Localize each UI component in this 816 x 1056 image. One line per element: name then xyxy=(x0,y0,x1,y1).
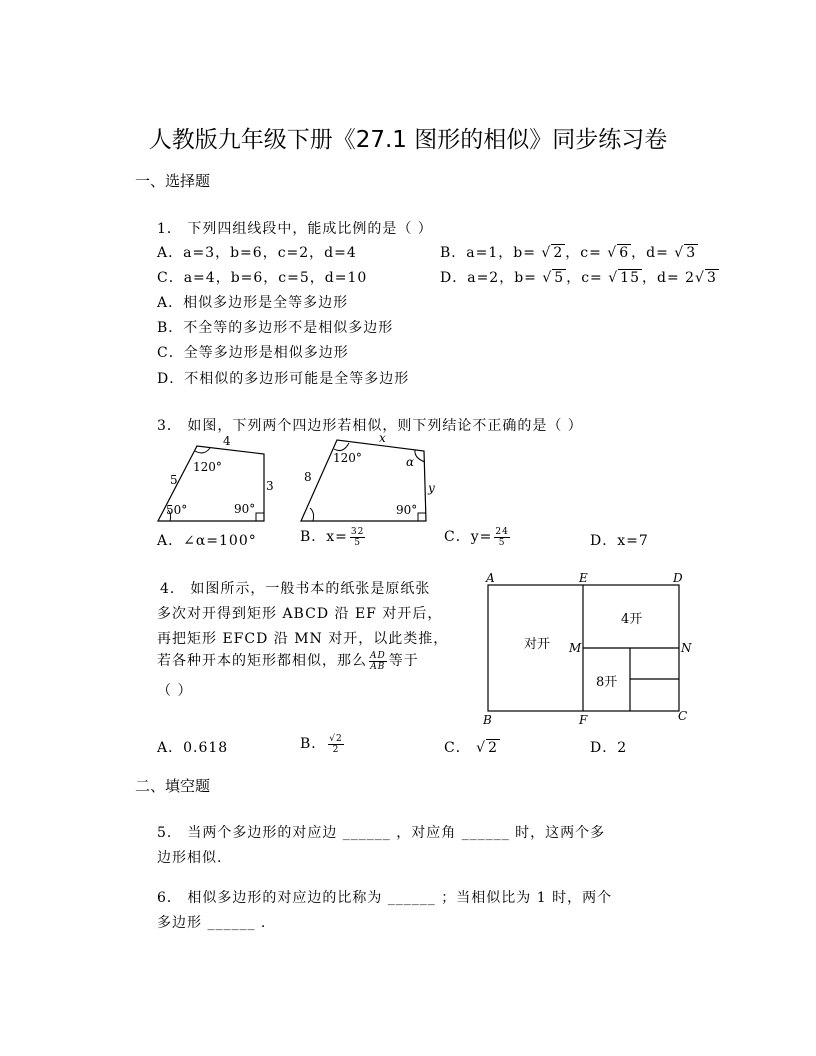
label-e: E xyxy=(579,571,588,585)
fig2-label-right: y xyxy=(428,481,435,495)
fig1-label-top: 4 xyxy=(223,434,231,448)
q1-stem: 1． 下列四组线段中，能成比例的是（ ） xyxy=(157,221,433,237)
q1-option-c: C．a=4，b=6，c=5，d=10 xyxy=(157,270,368,286)
q2-option-d: D．不相似的多边形可能是全等多边形 xyxy=(157,371,410,387)
q1-option-d: D．a=2，b= √ 5 ，c= √ 15 ，d= 2√ 3 xyxy=(440,270,717,286)
q3-stem: 3． 如图，下列两个四边形若相似，则下列结论不正确的是（ ） xyxy=(157,418,583,434)
label-d: D xyxy=(673,571,683,585)
q4-line-2: 多次对开得到矩形 ABCD 沿 EF 对开后， xyxy=(157,606,443,622)
q6-line-1: 6． 相似多边形的对应边的比称为 ______ ；当相似比为 1 时，两个 xyxy=(157,890,613,906)
section-heading-choice: 一、选择题 xyxy=(135,172,211,190)
label-a: A xyxy=(486,571,495,585)
q1-option-a: A．a=3，b=6，c=2，d=4 xyxy=(157,245,357,261)
fig2-label-top: x xyxy=(379,432,386,445)
q3-option-a: A．∠α=100° xyxy=(157,533,257,549)
q3-option-d: D．x=7 xyxy=(590,533,649,549)
label-n: N xyxy=(681,641,692,655)
fig1-angle-50: 50° xyxy=(166,503,188,517)
q2-option-c: C．全等多边形是相似多边形 xyxy=(157,345,349,361)
fig1-angle-120: 120° xyxy=(193,460,222,474)
q2-option-b: B．不全等的多边形不是相似多边形 xyxy=(157,320,394,336)
page-title: 人教版九年级下册《27.1 图形的相似》同步练习卷 xyxy=(148,127,668,153)
label-m: M xyxy=(569,641,582,655)
q4-line-1: 4． 如图所示，一般书本的纸张是原纸张 xyxy=(160,581,431,597)
q4-option-c: C． √ 2 xyxy=(444,740,499,756)
q5-line-1: 5． 当两个多边形的对应边 ______ ，对应角 ______ 时，这两个多 xyxy=(157,825,606,841)
q4-line-4: 若各种开本的矩形都相似，那么 $\frac{AD}{AB}$ 等于 xyxy=(157,650,419,672)
label-b: B xyxy=(483,713,492,727)
fig2-angle-90: 90° xyxy=(396,503,418,517)
q4-line-3: 再把矩形 EFCD 沿 MN 对开，以此类推， xyxy=(157,631,449,647)
q4-option-a: A．0.618 xyxy=(157,740,229,756)
label-duikai: 对开 xyxy=(524,637,551,652)
fig2-angle-120: 120° xyxy=(333,451,362,465)
q3-option-b: B．x= $\frac{32}{5}$ xyxy=(300,526,365,548)
q4-line-5: （ ） xyxy=(157,683,193,699)
fig1-label-right: 3 xyxy=(266,479,274,493)
q4-option-d: D．2 xyxy=(590,740,628,756)
fig2-angle-alpha: α xyxy=(406,455,415,469)
fig1-angle-90: 90° xyxy=(234,502,256,516)
q4-paper-folding-figure xyxy=(478,567,698,732)
label-f: F xyxy=(579,713,588,727)
q3-option-c: C．y= $\frac{24}{5}$ xyxy=(444,526,509,548)
q6-line-2: 多边形 ______ . xyxy=(157,915,267,931)
q4-option-b: B． $\frac{√2}{2}$ xyxy=(300,733,343,755)
label-c: C xyxy=(678,709,688,723)
label-4kai: 4开 xyxy=(621,612,643,627)
q2-option-a: A．相似多边形是全等多边形 xyxy=(157,295,349,311)
q1-option-b: B．a=1，b= √ 2 ，c= √ 6 ，d= √ 3 xyxy=(440,245,697,261)
fig1-label-left: 5 xyxy=(170,473,178,487)
q5-line-2: 边形相似. xyxy=(157,850,223,866)
section-heading-fill: 二、填空题 xyxy=(135,777,211,795)
quadrilateral-1 xyxy=(158,434,274,521)
fig2-label-left: 8 xyxy=(304,470,312,484)
quadrilateral-2 xyxy=(301,432,435,521)
q3-quadrilateral-figures xyxy=(150,432,450,527)
label-8kai: 8开 xyxy=(596,675,618,690)
